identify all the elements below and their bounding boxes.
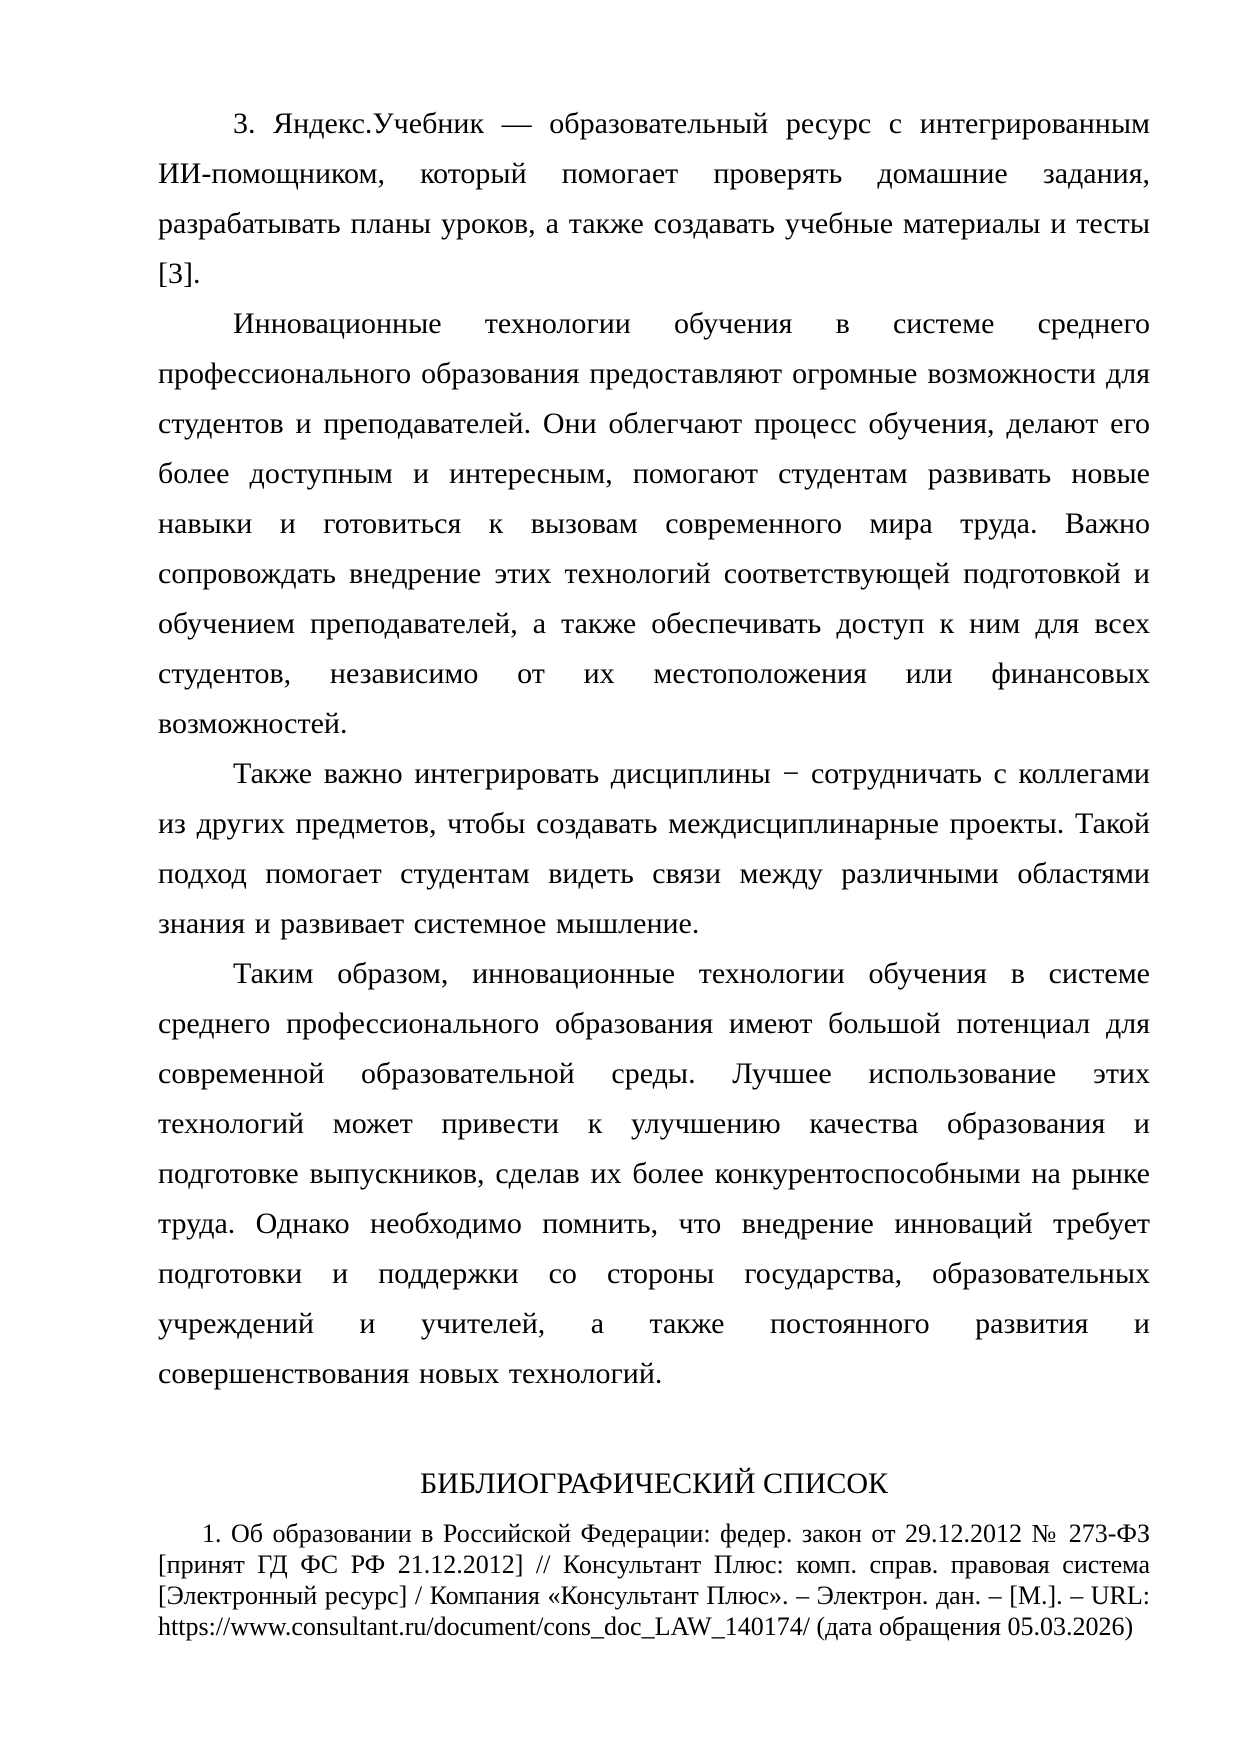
bibliography-heading: БИБЛИОГРАФИЧЕСКИЙ СПИСОК <box>419 1467 889 1500</box>
bibliography-list <box>158 1518 1150 1642</box>
bibliography-entry-1: 1. Об образовании в Российской Федерации: федер. закон от 29.12.2012 № 273-ФЗ [принят ГД ФС РФ 21.12.2012] // Консультант Плюс: комп. справ. правовая система [Электронный ресурс] / Компания «Консультант Плюс». – Электрон. дан. – [М.]. – URL: https://www.consultant.ru/document/cons_doc_LAW_140174/ (дата обращения 05.03.2026) <box>158 1519 1150 1641</box>
paragraph-innovative-technologies: Инновационные технологии обучения в системе среднего профессионального образования предоставляют огромные возможности для студентов и преподавателей. Они облегчают процесс обучения, делают его более доступным и интересным, помогают студентам развивать новые навыки и готовиться к вызовам современного мира труда. Важно сопровождать внедрение этих технологий соответствующей подготовкой и обучением преподавателей, а также обеспечивать доступ к ним для всех студентов, независимо от их местоположения или финансовых возможностей. <box>158 307 1150 740</box>
paragraph-conclusion: Таким образом, инновационные технологии обучения в системе среднего профессионального образования имеют большой потенциал для современной образовательной среды. Лучшее использование этих технологий может привести к улучшению качества образования и подготовке выпускников, сделав их более конкурентоспособными на рынке труда. Однако необходимо помнить, что внедрение инноваций требует подготовки и поддержки со стороны государства, образовательных учреждений и учителей, а также постоянного развития и совершенствования новых технологий. <box>158 957 1150 1390</box>
paragraph-integration-disciplines: Также важно интегрировать дисциплины − сотрудничать с коллегами из других предметов, чтобы создавать междисциплинарные проекты. Такой подход помогает студентам видеть связи между различными областями знания и развивает системное мышление. <box>158 757 1150 940</box>
body-text <box>158 99 1150 1399</box>
paragraph-yandex-uchebnik: 3. Яндекс.Учебник — образовательный ресурс с интегрированным ИИ-помощником, который помогает проверять домашние задания, разрабатывать планы уроков, а также создавать учебные материалы и тесты [3]. <box>158 107 1150 290</box>
